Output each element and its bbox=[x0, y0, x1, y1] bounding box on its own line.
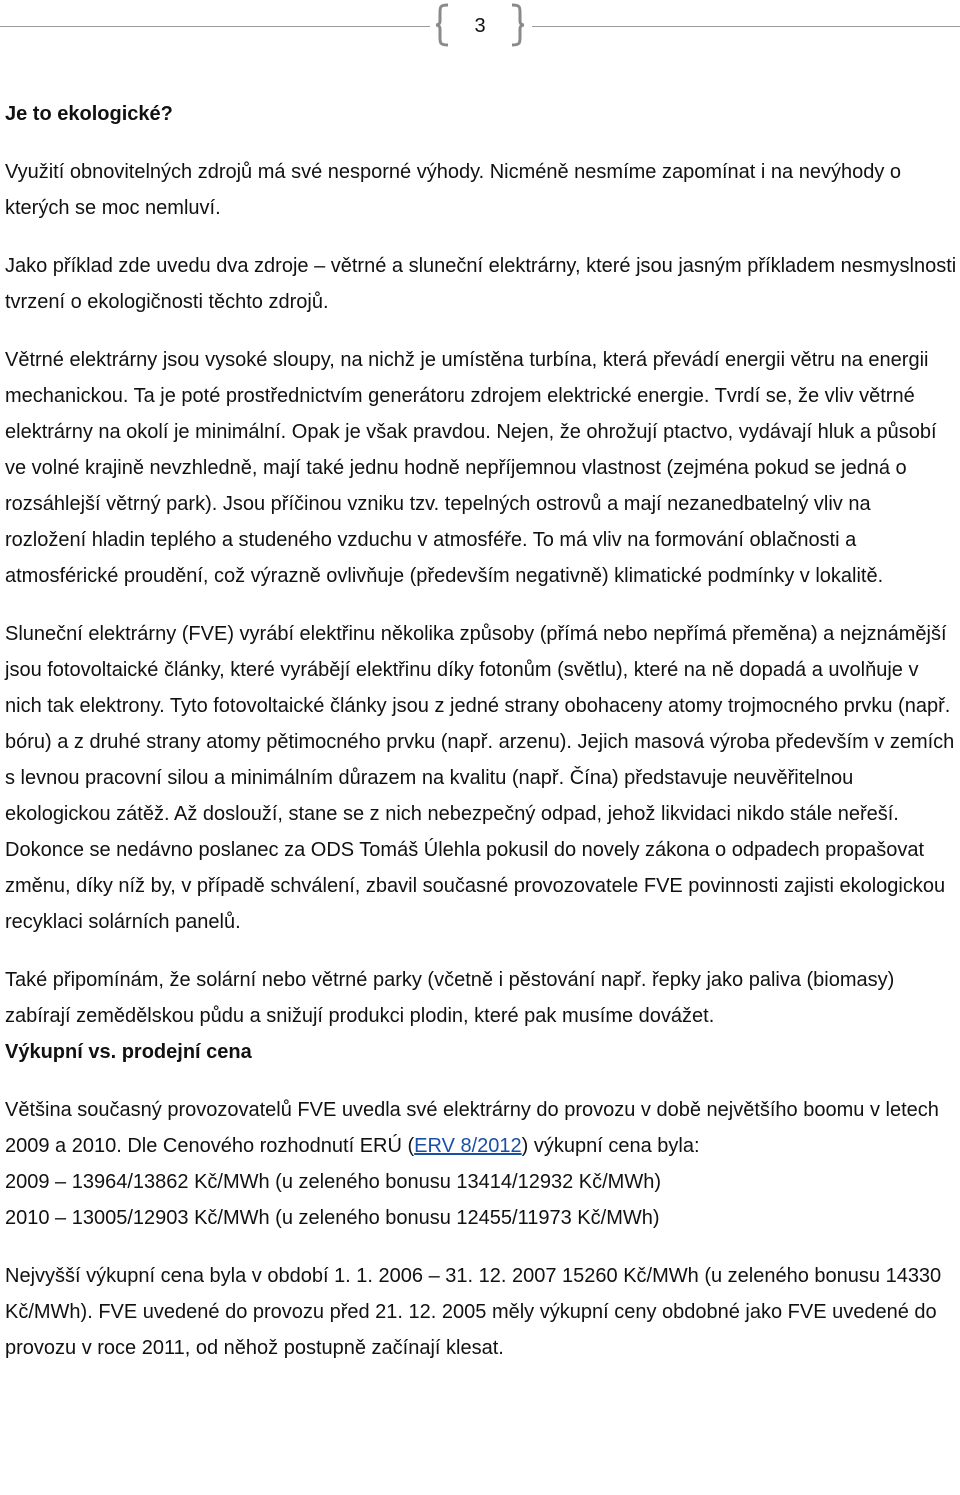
page-number-box bbox=[432, 3, 528, 49]
header-rule-left bbox=[0, 26, 430, 27]
paragraph-wind: Větrné elektrárny jsou vysoké sloupy, na nichž je umístěna turbína, která převádí energii větru na energii mechanickou. Ta je poté prostřednictvím generátoru zdrojem elektrické energie. Tvrdí se, že vliv větrné elektrárny na okolí je minimální. Opak je však pravdou. Nejen, že ohrožují ptactvo, vydávají hluk a působí ve volné krajině nevzhledně, mají také jednu hodně nepříjemnou vlastnost (zejména pokud se jedná o rozsáhlejší větrný park). Jsou příčinou vzniku tzv. tepelných ostrovů a mají nezanedbatelný vliv na rozložení hladin teplého a studeného vzduchu v atmosféře. To má vliv na formování oblačnosti a atmosférické proudění, což výrazně ovlivňuje (především negativně) klimatické podmínky v lokalitě. bbox=[5, 349, 937, 587]
paragraph-intro: Využití obnovitelných zdrojů má své nesporné výhody. Nicméně nesmíme zapomínat i na nevýhody o kterých se moc nemluví. bbox=[5, 161, 902, 219]
section-heading-ecology: Je to ekologické? bbox=[5, 103, 173, 125]
document-body bbox=[5, 96, 957, 1366]
page-header bbox=[0, 0, 960, 60]
paragraph-solar: Sluneční elektrárny (FVE) vyrábí elektřinu několika způsoby (přímá nebo nepřímá přeměna) a nejznámější jsou fotovoltaické články, které vyrábějí elektřinu díky fotonům (světlu), které na ně dopadá a uvolňuje v nich tak elektrony. Tyto fotovoltaické články jsou z jedné strany obohaceny atomy trojmocného prvku (např. bóru) a z druhé strany atomy pětimocného prvku (např. arzenu). Jejich masová výroba především v zemích s levnou pracovní silou a minimálním důrazem na kvalitu (např. Čína) představuje neuvěřitelnou ekologickou zátěž. Až doslouží, stane se z nich nebezpečný odpad, jehož likvidaci nikdo stále neřeší. Dokonce se nedávno poslanec za ODS Tomáš Úlehla pokusil do novely zákona o odpadech propašovat změnu, díky níž by, v případě schválení, zbavil současné provozovatele FVE povinnosti zajisti ekologickou recyklaci solárních panelů. bbox=[5, 623, 955, 933]
purchase-price-text-end: ) výkupní cena byla: bbox=[521, 1135, 700, 1157]
paragraph-highest-price: Nejvyšší výkupní cena byla v období 1. 1. 2006 – 31. 12. 2007 15260 Kč/MWh (u zeleného bonusu 14330 Kč/MWh). FVE uvedené do provozu před 21. 12. 2005 měly výkupní ceny obdobné jako FVE uvedené do provozu v roce 2011, od něhož postupně začínají klesat. bbox=[5, 1265, 942, 1359]
price-line-2010: 2010 – 13005/12903 Kč/MWh (u zeleného bonusu 12455/11973 Kč/MWh) bbox=[5, 1207, 660, 1229]
paragraph-purchase-price bbox=[5, 1092, 957, 1164]
price-line-2009: 2009 – 13964/13862 Kč/MWh (u zeleného bonusu 13414/12932 Kč/MWh) bbox=[5, 1171, 661, 1193]
section-heading-prices: Výkupní vs. prodejní cena bbox=[5, 1041, 252, 1063]
erv-link[interactable]: ERV 8/2012 bbox=[414, 1135, 522, 1157]
paragraph-land-use: Také připomínám, že solární nebo větrné parky (včetně i pěstování např. řepky jako paliva (biomasy) zabírají zemědělskou půdu a snižují produkci plodin, které pak musíme dovážet. bbox=[5, 969, 895, 1027]
paragraph-example: Jako příklad zde uvedu dva zdroje – větrné a sluneční elektrárny, které jsou jasným příkladem nesmyslnosti tvrzení o ekologičnosti těchto zdrojů. bbox=[5, 255, 957, 313]
header-rule-right bbox=[532, 26, 960, 27]
purchase-price-text: Většina současný provozovatelů FVE uvedla své elektrárny do provozu v době největšího boomu v letech 2009 a 2010. Dle Cenového rozhodnutí ERÚ ( bbox=[5, 1099, 939, 1157]
page-number: 3 bbox=[474, 15, 486, 37]
right-brace-icon bbox=[510, 3, 526, 47]
